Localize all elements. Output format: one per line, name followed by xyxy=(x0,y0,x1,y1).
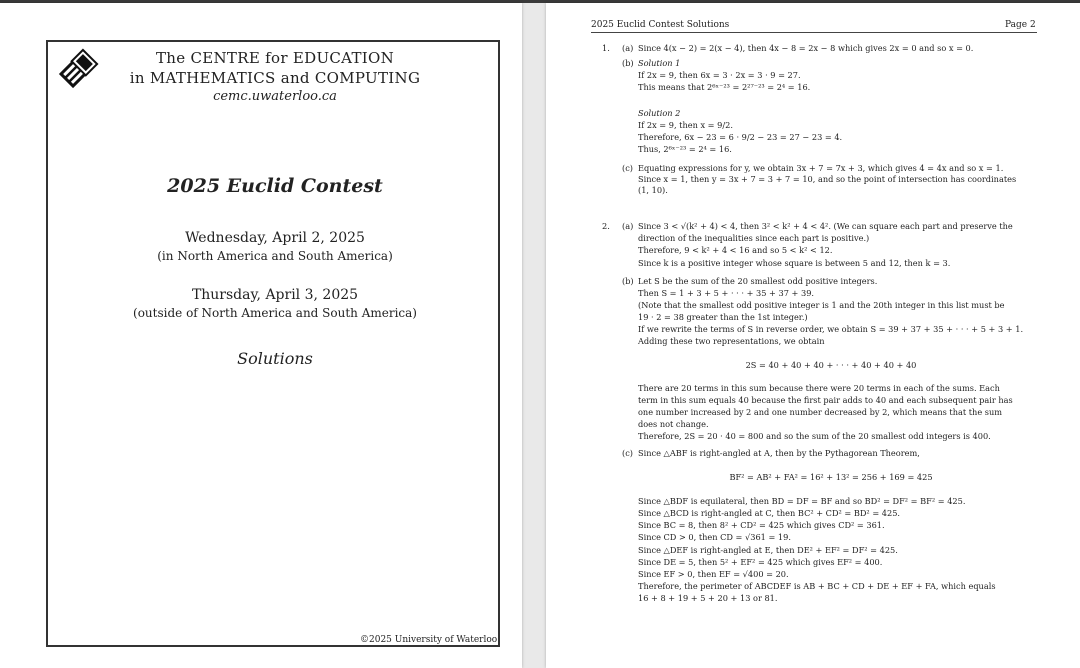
part-label: (c) xyxy=(622,448,633,458)
solution-line: Therefore, 2S = 20 · 40 = 800 and so the sum of the 20 smallest odd integers is 400. xyxy=(638,431,991,441)
solution-line: Therefore, 6x − 23 = 6 · 9/2 − 23 = 27 − 23 = 4. xyxy=(638,132,843,142)
solution-line: 16 + 8 + 19 + 5 + 20 + 13 or 81. xyxy=(638,593,778,603)
question-number: 2. xyxy=(602,221,610,231)
solution-line: Since x = 1, then y = 3x + 7 = 3 + 7 = 10, and so the point of intersection has coordinates xyxy=(638,174,1017,184)
part-label: (c) xyxy=(622,163,633,173)
cover-page xyxy=(0,3,522,668)
solution-line: (1, 10). xyxy=(638,185,668,195)
solution-line: direction of the inequalities since each part is positive.) xyxy=(638,233,870,243)
part-label: (b) xyxy=(622,276,634,286)
solutions-page-2 xyxy=(546,3,1080,668)
solution-subtitle: Solution 2 xyxy=(638,108,681,118)
solution-line: If we rewrite the terms of S in reverse order, we obtain S = 39 + 37 + 35 + · · · + 5 + 3 + 1. xyxy=(638,324,1024,334)
date-2-region: (outside of North America and South America) xyxy=(133,306,417,320)
header-rule xyxy=(591,32,1037,33)
solution-line: Since k is a positive integer whose square is between 5 and 12, then k = 3. xyxy=(638,258,951,268)
solution-subtitle: Solution 1 xyxy=(638,58,681,68)
display-equation: BF² = AB² + FA² = 16² + 13² = 256 + 169 = 425 xyxy=(729,472,933,482)
solution-line: does not change. xyxy=(638,419,709,429)
solution-line: Then S = 1 + 3 + 5 + · · · + 35 + 37 + 39. xyxy=(638,288,815,298)
solution-line: Since △DEF is right-angled at E, then DE² + EF² = DF² = 425. xyxy=(638,545,898,555)
solution-line: If 2x = 9, then x = 9/2. xyxy=(638,120,733,130)
question-number: 1. xyxy=(602,43,610,53)
solution-line: (Note that the smallest odd positive integer is 1 and the 20th integer in this list must be xyxy=(638,300,1005,310)
copyright: ©2025 University of Waterloo xyxy=(360,635,498,645)
solution-line: Equating expressions for y, we obtain 3x + 7 = 7x + 3, which gives 4 = 4x and so x = 1. xyxy=(638,163,1004,173)
cemc-logo-icon xyxy=(55,48,101,90)
solution-line: Let S be the sum of the 20 smallest odd positive integers. xyxy=(638,276,878,286)
part-label: (b) xyxy=(622,58,634,68)
solution-line: Since △BCD is right-angled at C, then BC² + CD² = BD² = 425. xyxy=(638,508,901,518)
solution-line: Adding these two representations, we obtain xyxy=(638,336,825,346)
solution-line: Since 4(x − 2) = 2(x − 4), then 4x − 8 = 2x − 8 which gives 2x = 0 and so x = 0. xyxy=(638,43,974,53)
solution-line: term in this sum equals 40 because the first pair adds to 40 and each subsequent pair has xyxy=(638,395,1013,405)
solution-line: 19 · 2 = 38 greater than the 1st integer.) xyxy=(638,312,808,322)
solution-line: one number increased by 2 and one number decreased by 2, which means that the sum xyxy=(638,407,1003,417)
solution-line: If 2x = 9, then 6x = 3 · 2x = 3 · 9 = 27. xyxy=(638,70,801,80)
solution-line: Since △BDF is equilateral, then BD = DF = BF and so BD² = DF² = BF² = 425. xyxy=(638,496,966,506)
solution-line: Since BC = 8, then 8² + CD² = 425 which gives CD² = 361. xyxy=(638,520,885,530)
solution-line: There are 20 terms in this sum because there were 20 terms in each of the sums. Each xyxy=(638,383,1000,393)
solution-line: Since △ABF is right-angled at A, then by the Pythagorean Theorem, xyxy=(638,448,920,458)
running-header: 2025 Euclid Contest Solutions xyxy=(591,20,730,30)
solution-line: Since CD > 0, then CD = √361 = 19. xyxy=(638,532,791,542)
date-1: Wednesday, April 2, 2025 xyxy=(185,230,365,246)
solutions-title: Solutions xyxy=(237,349,313,368)
solution-line: Since EF > 0, then EF = √400 = 20. xyxy=(638,569,789,579)
centre-name-line2: in MATHEMATICS and COMPUTING xyxy=(129,69,421,87)
solution-line: Thus, 2⁶ˣ⁻²³ = 2⁴ = 16. xyxy=(638,144,732,154)
centre-name-line1: The CENTRE for EDUCATION xyxy=(155,49,395,67)
page-number: Page 2 xyxy=(1005,20,1036,30)
solution-line: Therefore, the perimeter of ABCDEF is AB + BC + CD + DE + EF + FA, which equals xyxy=(638,581,996,591)
solution-line: Since 3 < √(k² + 4) < 4, then 3² < k² + 4 < 4². (We can square each part and preserve the xyxy=(638,221,1013,231)
solution-line: Therefore, 9 < k² + 4 < 16 and so 5 < k² < 12. xyxy=(638,245,833,255)
display-equation: 2S = 40 + 40 + 40 + · · · + 40 + 40 + 40 xyxy=(745,360,917,370)
date-2: Thursday, April 3, 2025 xyxy=(191,287,359,303)
contest-title: 2025 Euclid Contest xyxy=(167,175,383,197)
date-1-region: (in North America and South America) xyxy=(157,249,393,263)
part-label: (a) xyxy=(622,43,634,53)
part-label: (a) xyxy=(622,221,634,231)
website: cemc.uwaterloo.ca xyxy=(213,89,337,104)
solution-line: Since DE = 5, then 5² + EF² = 425 which gives EF² = 400. xyxy=(638,557,883,567)
cover-frame xyxy=(46,40,500,647)
solution-line: This means that 2⁶ˣ⁻²³ = 2²⁷⁻²³ = 2⁴ = 16. xyxy=(638,82,811,92)
